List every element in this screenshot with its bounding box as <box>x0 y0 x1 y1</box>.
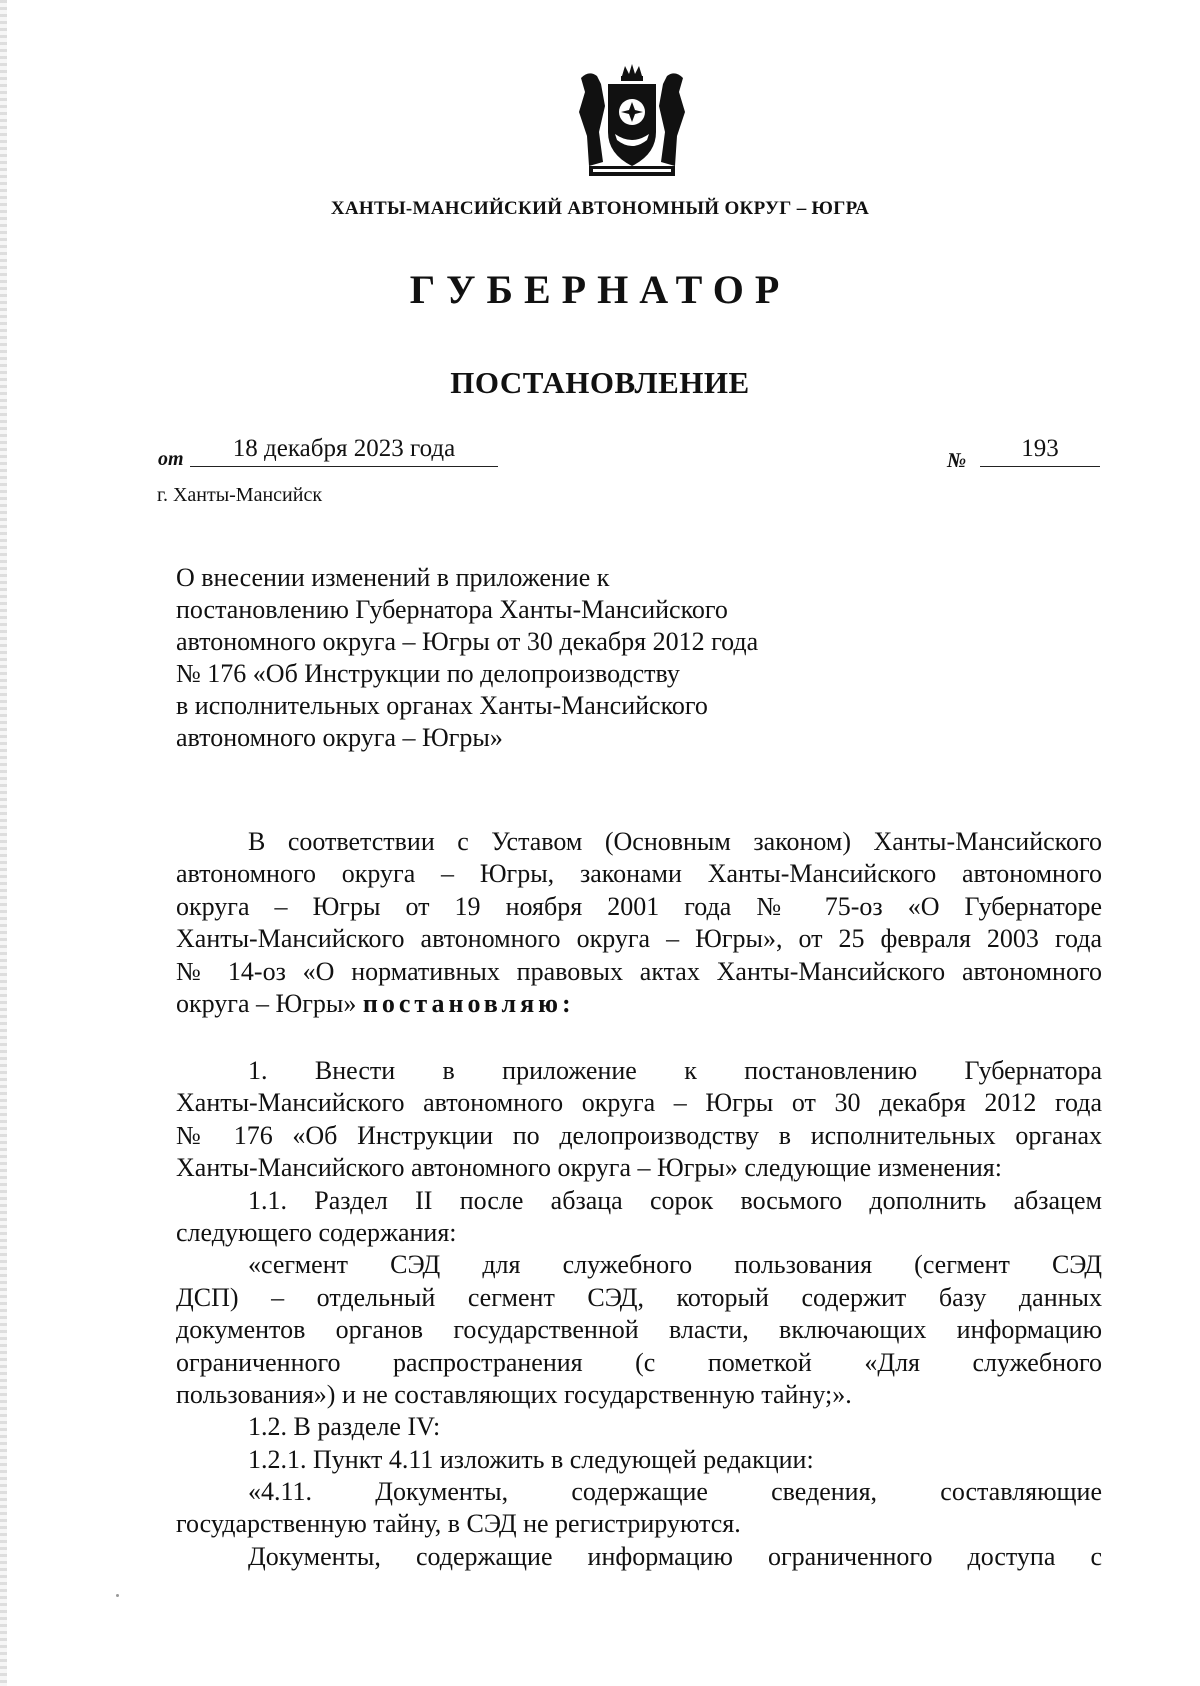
body-line: «сегмент СЭД для служебного пользования (сегмент СЭД <box>248 1250 1102 1280</box>
body-line: ограниченного распространения (с пометкой «Для служебного <box>176 1347 1102 1377</box>
issue-city: г. Ханты-Мансийск <box>157 484 323 506</box>
body-line <box>176 988 1102 1020</box>
coat-of-arms-emblem <box>575 62 689 182</box>
document-date: 18 декабря 2023 года <box>190 432 498 467</box>
body-line: Ханты-Мансийского автономного округа – Югры» следующие изменения: <box>176 1153 1002 1183</box>
body-line: 1.2.1. Пункт 4.11 изложить в следующей редакции: <box>248 1444 814 1474</box>
subject-line: № 176 «Об Инструкции по делопроизводству <box>176 659 680 688</box>
number-prefix-label: № <box>947 448 967 472</box>
body-line: ДСП) – отдельный сегмент СЭД, который содержит базу данных <box>176 1282 1102 1312</box>
document-type-title: ПОСТАНОВЛЕНИЕ <box>450 365 750 400</box>
body-line: № 14-оз «О нормативных правовых актах Ханты-Мансийского автономного <box>176 956 1102 986</box>
date-prefix-label: от <box>158 448 184 470</box>
body-line: 1. Внести в приложение к постановлению Губернатора <box>248 1056 1102 1085</box>
body-line: государственную тайну, в СЭД не регистрируются. <box>176 1509 741 1539</box>
body-line: «4.11. Документы, содержащие сведения, составляющие <box>248 1477 1102 1507</box>
body-line: документов органов государственной власти, включающих информацию <box>176 1315 1102 1345</box>
body-line: округа – Югры от 19 ноября 2001 года № 75-оз «О Губернаторе <box>176 891 1102 921</box>
document-subject <box>176 562 876 754</box>
subject-line: постановлению Губернатора Ханты-Мансийского <box>176 595 728 624</box>
subject-line: в исполнительных органах Ханты-Мансийского <box>176 691 708 720</box>
subject-line: автономного округа – Югры» <box>176 723 503 752</box>
region-title: ХАНТЫ-МАНСИЙСКИЙ АВТОНОМНЫЙ ОКРУГ – ЮГРА <box>330 198 870 219</box>
body-line: Ханты-Мансийского автономного округа – Югры», от 25 февраля 2003 года <box>176 924 1102 954</box>
item-1-paragraph <box>176 1055 1102 1573</box>
body-text: округа – Югры» <box>176 988 357 1018</box>
authority-title: ГУБЕРНАТОР <box>409 267 791 312</box>
resolution-word: постановляю: <box>362 988 575 1018</box>
body-line: Документы, содержащие информацию ограниченного доступа с <box>248 1541 1102 1571</box>
body-line: пользования») и не составляющих государственную тайну;». <box>176 1379 852 1409</box>
preamble-paragraph <box>176 826 1102 1020</box>
body-line: 1.1. Раздел II после абзаца сорок восьмого дополнить абзацем <box>248 1185 1102 1215</box>
document-number: 193 <box>980 432 1100 467</box>
body-line: Ханты-Мансийского автономного округа – Югры от 30 декабря 2012 года <box>176 1088 1102 1118</box>
body-line: автономного округа – Югры, законами Ханты-Мансийского автономного <box>176 859 1102 889</box>
body-line: 1.2. В разделе IV: <box>248 1412 441 1442</box>
body-line: В соответствии с Уставом (Основным законом) Ханты-Мансийского <box>248 827 1102 856</box>
body-line: № 176 «Об Инструкции по делопроизводству в исполнительных органах <box>176 1120 1102 1150</box>
subject-line: автономного округа – Югры от 30 декабря 2012 года <box>176 627 759 656</box>
scan-edge <box>0 0 7 1686</box>
body-line: следующего содержания: <box>176 1217 457 1247</box>
subject-line: О внесении изменений в приложение к <box>176 563 610 592</box>
scan-speck <box>116 1594 119 1597</box>
